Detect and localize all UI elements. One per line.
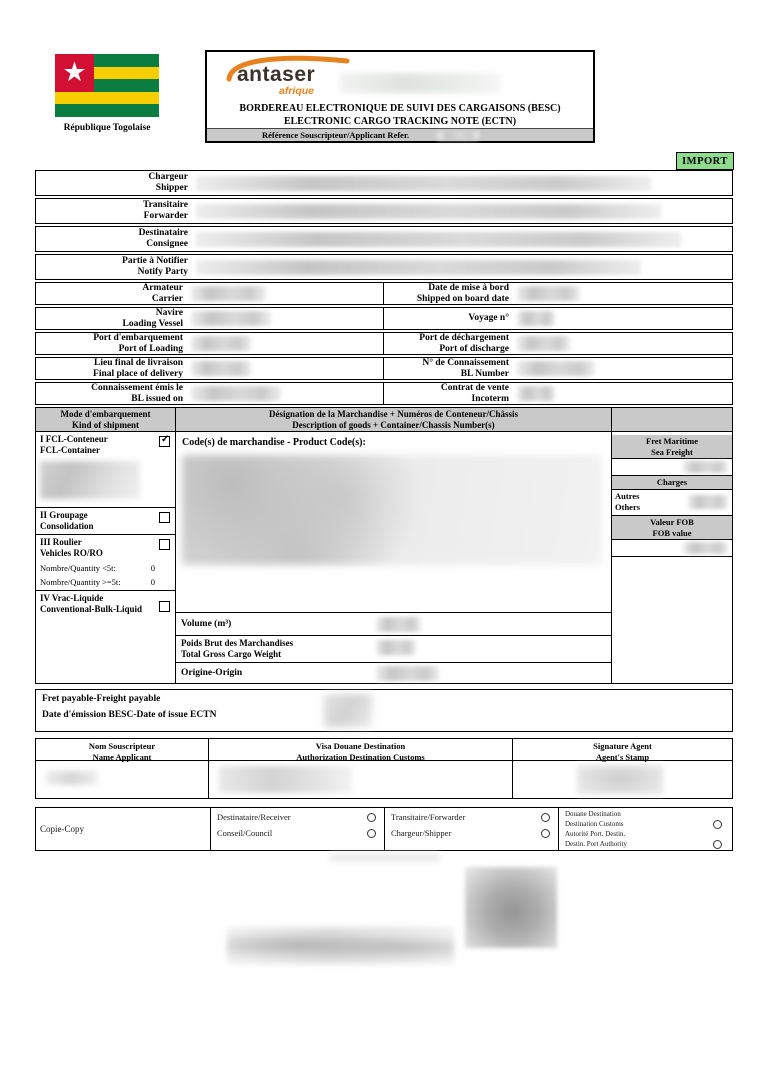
copy-option-forwarder (391, 812, 550, 822)
applicant-column (36, 739, 208, 798)
redacted-volume-value (376, 617, 421, 632)
freight-column (612, 408, 732, 683)
redacted-agency-address (340, 73, 500, 93)
row-consignee (35, 226, 733, 252)
origin-label: Origine-Origin (181, 668, 243, 678)
shipped-date-label: Date de mise à bord Shipped on board date (416, 282, 509, 304)
redacted-shipped-date-value (517, 286, 580, 301)
bulk-liquid-label: IV Vrac-Liquide Conventional-Bulk-Liquid (40, 593, 143, 614)
carrier-label: Armateur Carrier (142, 282, 183, 304)
port-authority-line2: Destin. Port Authority (565, 839, 724, 849)
customs-visa-body (209, 761, 512, 798)
redacted-sea-freight-value (683, 461, 728, 473)
copy-option-receiver (217, 812, 376, 822)
reference-label: Référence Souscripteur/Applicant Refer. (262, 130, 410, 140)
carrier-cell (36, 283, 383, 304)
redacted-origin-value (376, 666, 439, 681)
mode-column-filler (36, 626, 175, 683)
bulk-liquid-checkbox[interactable] (159, 601, 170, 612)
redacted-final-delivery-value (191, 361, 251, 376)
receiver-option-label: Destinataire/Receiver (217, 812, 291, 822)
redacted-applicant-name (46, 771, 98, 785)
other-charges-cell: Autres Others (612, 490, 732, 516)
copy-table (35, 807, 733, 851)
port-loading-cell (36, 333, 383, 354)
incoterm-label: Contrat de vente Incoterm (440, 382, 509, 404)
shipper-option-label: Chargeur/Shipper (391, 828, 452, 838)
gross-weight-row (176, 635, 611, 662)
voyage-label: Voyage n° (468, 313, 509, 324)
redacted-incoterm-value (517, 386, 555, 401)
quantity-over-5t-row (40, 577, 171, 587)
redacted-shipper-value (196, 176, 651, 191)
receiver-radio[interactable] (367, 813, 376, 822)
redacted-reference-value (437, 131, 479, 140)
customs-visa-column (208, 739, 513, 798)
shipper-radio[interactable] (541, 829, 550, 838)
row-shipper (35, 170, 733, 196)
shipment-table (35, 407, 733, 684)
port-loading-label: Port d'embarquement Port of Loading (93, 332, 183, 354)
quantity-under-5t-row (40, 563, 171, 573)
copy-label-cell: Copie-Copy (40, 824, 84, 834)
signature-table (35, 738, 733, 799)
vessel-label: Navire Loading Vessel (122, 307, 183, 329)
vessel-cell (36, 308, 383, 329)
consolidation-checkbox[interactable] (159, 512, 170, 523)
roro-checkbox[interactable] (159, 539, 170, 550)
freight-payable-label: Fret payable-Freight payable (42, 694, 161, 704)
reference-bar (207, 128, 593, 141)
fcl-checkbox[interactable] (159, 436, 170, 447)
redacted-consignee-value (196, 232, 681, 247)
redacted-bl-issued-value (191, 386, 281, 401)
bulk-liquid-section (36, 590, 175, 626)
brand-name: antaser (237, 63, 316, 86)
bl-issued-cell (36, 383, 383, 404)
charges-header: Charges (612, 476, 732, 490)
redacted-voyage-value (517, 311, 555, 326)
forwarder-label: Transitaire Forwarder (142, 200, 188, 221)
fob-value-header: Valeur FOB FOB value (612, 516, 732, 540)
volume-row (176, 612, 611, 635)
sea-freight-value-cell (612, 459, 732, 476)
redacted-stamp (465, 867, 557, 948)
flag-stripe (55, 92, 159, 105)
agent-stamp-header: Signature Agent Agent's Stamp (513, 739, 732, 761)
import-badge[interactable]: IMPORT (676, 152, 734, 170)
goods-description-column (176, 408, 612, 683)
issue-date-label: Date d'émission BESC-Date of issue ECTN (42, 710, 217, 720)
row-vessel-voyage (35, 307, 733, 330)
redacted-vessel-value (191, 311, 271, 326)
agent-stamp-column (513, 739, 732, 798)
final-delivery-cell (36, 358, 383, 379)
fcl-section (36, 432, 175, 507)
voyage-cell (383, 308, 732, 329)
shipper-label: Chargeur Shipper (148, 172, 188, 193)
bl-number-cell (383, 358, 732, 379)
row-forwarder (35, 198, 733, 224)
roro-section (36, 534, 175, 590)
volume-label: Volume (m³) (181, 619, 232, 629)
quantity-over-5t-label: Nombre/Quantity >=5t: (40, 576, 121, 587)
redacted-port-loading-value (191, 336, 251, 351)
consignee-label: Destinataire Consignee (138, 228, 188, 249)
redacted-other-charges-value (688, 495, 728, 509)
header-box (205, 50, 595, 143)
togo-flag-block (48, 54, 166, 133)
bl-issued-label: Connaissement émis le BL issued on (91, 382, 183, 404)
customs-destination-radio[interactable] (713, 820, 722, 829)
brand-subtitle: afrique (279, 85, 315, 97)
port-discharge-label: Port de déchargement Port of discharge (419, 332, 509, 354)
agent-stamp-body (513, 761, 732, 798)
copy-options-col3 (558, 808, 732, 850)
row-delivery-bl (35, 357, 733, 380)
gross-weight-label: Poids Brut des Marchandises Total Gross Cargo Weight (181, 638, 294, 659)
notify-party-label: Partie à Notifier Notify Party (122, 256, 188, 277)
redacted-signature-text (227, 927, 454, 964)
document-title-fr: BORDEREAU ELECTRONIQUE DE SUIVI DES CARGAISONS (BESC) (239, 103, 561, 114)
port-authority-radio[interactable] (713, 840, 722, 849)
customs-destination-line2: Destination Customs (565, 819, 724, 829)
fcl-label: I FCL-Conteneur FCL-Container (40, 434, 108, 455)
copy-option-council (217, 828, 376, 838)
quantity-under-5t-value: 0 (150, 562, 155, 573)
shipped-date-cell (383, 283, 732, 304)
antaser-logo (237, 64, 315, 97)
consolidation-label: II Groupage Consolidation (40, 510, 94, 531)
redacted-goods-description (182, 455, 602, 565)
consolidation-section (36, 507, 175, 534)
flag-stripe (55, 104, 159, 117)
redacted-customs-visa (219, 766, 352, 793)
forwarder-radio[interactable] (541, 813, 550, 822)
freight-column-header (612, 408, 732, 432)
redacted-container-number (40, 461, 140, 499)
freight-payable-box (35, 689, 733, 732)
fob-value-cell (612, 540, 732, 557)
redacted-payable-values (324, 694, 372, 727)
flag-caption: République Togolaise (63, 123, 151, 133)
kind-of-shipment-header: Mode d'embarquement Kind of shipment (36, 408, 175, 432)
togo-flag (55, 54, 159, 117)
redacted-agent-stamp (577, 765, 663, 795)
copy-options-col2 (384, 808, 558, 850)
council-option-label: Conseil/Council (217, 828, 273, 838)
goods-description-header: Désignation de la Marchandise + Numéros de Conteneur/Châssis Description of goods + Container/Chassis Number(s) (176, 408, 611, 432)
row-notify-party (35, 254, 733, 280)
applicant-body (36, 761, 208, 798)
copy-option-shipper (391, 828, 550, 838)
bl-number-label: N° de Connaissement BL Number (422, 357, 509, 379)
applicant-header: Nom Souscripteur Name Applicant (36, 739, 208, 761)
redacted-bl-number-value (517, 361, 595, 376)
ectn-form (35, 170, 733, 851)
document-title (207, 103, 593, 128)
star-icon: ★ (62, 57, 87, 89)
redacted-fob-value (683, 542, 728, 554)
redacted-carrier-value (191, 286, 266, 301)
redacted-gross-weight-value (376, 640, 416, 655)
document-title-en: ELECTRONIC CARGO TRACKING NOTE (ECTN) (283, 115, 517, 127)
roro-label: III Roulier Vehicles RO/RO (40, 537, 103, 558)
origin-row (176, 662, 611, 683)
redacted-forwarder-value (196, 204, 661, 219)
quantity-under-5t-label: Nombre/Quantity <5t: (40, 562, 116, 573)
redacted-notify-party-value (196, 260, 641, 275)
forwarder-option-label: Transitaire/Forwarder (391, 812, 466, 822)
redacted-faint-mark (330, 853, 440, 862)
goods-description-filler (176, 565, 611, 612)
row-blissued-incoterm (35, 382, 733, 405)
customs-visa-header: Visa Douane Destination Authorization Destination Customs (209, 739, 512, 761)
port-discharge-cell (383, 333, 732, 354)
row-carrier-date (35, 282, 733, 305)
copy-options-col1 (210, 808, 384, 850)
council-radio[interactable] (367, 829, 376, 838)
redacted-port-discharge-value (517, 336, 570, 351)
quantity-over-5t-value: 0 (150, 576, 155, 587)
port-authority-line1: Autorité Port. Destin. (565, 830, 626, 839)
kind-of-shipment-column (36, 408, 176, 683)
final-delivery-label: Lieu final de livraison Final place of delivery (93, 357, 183, 379)
freight-column-filler (612, 557, 732, 683)
sea-freight-header: Fret Maritime Sea Freight (612, 435, 732, 459)
row-ports (35, 332, 733, 355)
customs-destination-line1: Douane Destination (565, 810, 621, 818)
flag-canton (55, 54, 94, 92)
product-codes-label: Code(s) de marchandise - Product Code(s): (182, 437, 366, 448)
incoterm-cell (383, 383, 732, 404)
logo-row (207, 52, 593, 102)
